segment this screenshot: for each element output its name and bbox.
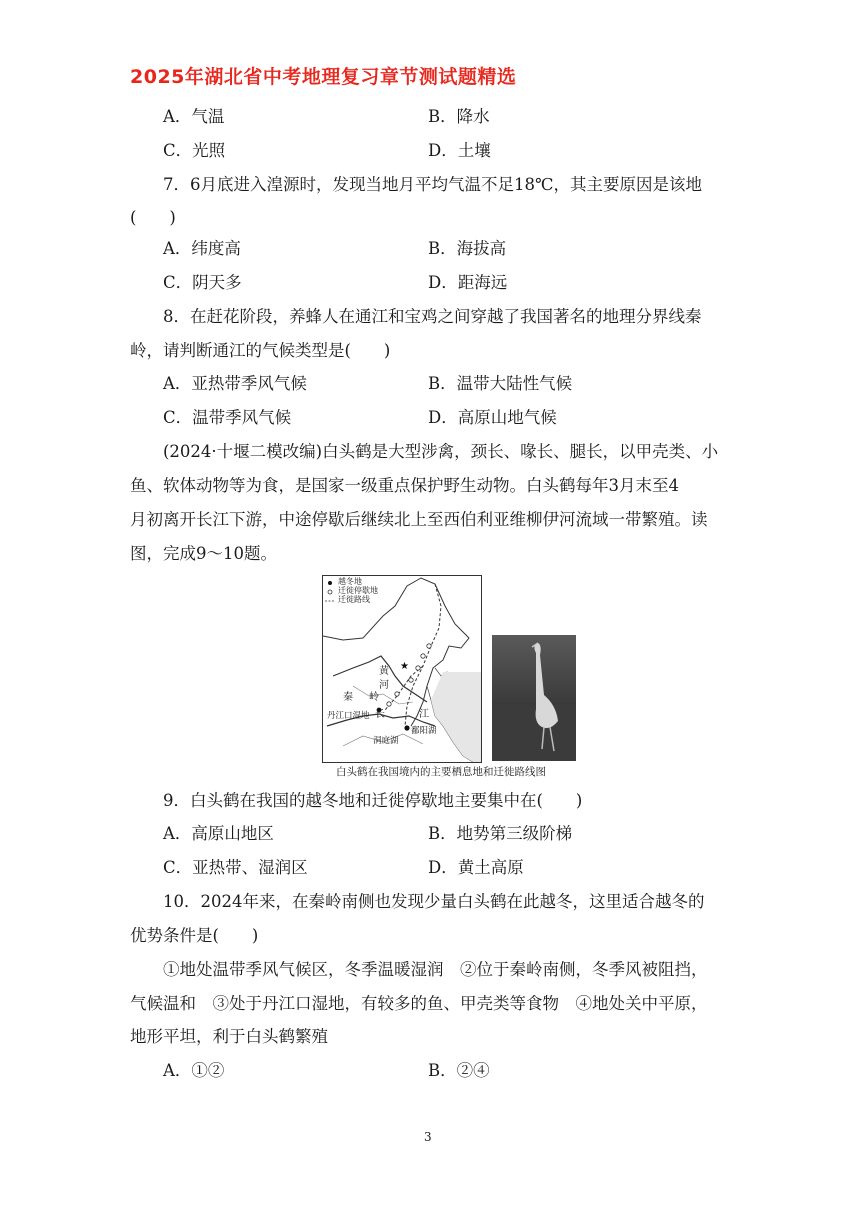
stopover-point [416, 666, 420, 670]
q6-option-d: D．土壤 [428, 141, 491, 160]
wintering-point [404, 725, 409, 730]
map-label-poyang: 鄱阳湖 [411, 726, 437, 736]
crane-drawing [492, 635, 576, 761]
north-border [323, 616, 383, 640]
passage-line1: (2024·十堰二模改编)白头鹤是大型涉禽，颈长、喙长、腿长，以甲壳类、小 [163, 442, 719, 461]
q7-option-a: A．纬度高 [163, 239, 241, 258]
q9-option-a: A．高原山地区 [163, 824, 274, 843]
passage-line2: 鱼、软体动物等为食，是国家一级重点保护野生动物。白头鹤每年3月末至4 [130, 476, 679, 495]
q8-stem-line1: 8．在赶花阶段，养蜂人在通江和宝鸡之间穿越了我国著名的地理分界线秦 [163, 307, 702, 326]
q6-option-b: B．降水 [428, 107, 490, 126]
map-label-dongting: 洞庭湖 [373, 736, 399, 746]
map-label-danjiang: 丹江口湿地 [327, 711, 370, 721]
q10-stem-line2: 优势条件是( ) [130, 926, 259, 945]
grass-ground [492, 705, 576, 761]
q10-statement-line2: 气候温和 ③处于丹江口湿地，有较多的鱼、甲壳类等食物 ④地处关中平原， [130, 994, 708, 1013]
q7-option-c: C．阴天多 [163, 273, 242, 292]
stopover-point [395, 692, 399, 696]
q8-stem-line2: 岭，请判断通江的气候类型是( ) [130, 341, 391, 360]
q8-option-d: D．高原山地气候 [428, 408, 557, 427]
habitat-figure [322, 575, 578, 781]
q10-statement-line3: 地形平坦，利于白头鹤繁殖 [130, 1027, 328, 1046]
q7-stem-line1: 7．6月底进入湟源时，发现当地月平均气温不足18℃，其主要原因是该地 [163, 175, 702, 194]
q10-option-a: A．①② [163, 1061, 225, 1080]
map-label-ling: 岭 [369, 692, 379, 703]
migration-map [322, 575, 482, 763]
passage-line3: 月初离开长江下游，中途停歇后继续北上至西伯利亚维柳伊河流域一带繁殖。读 [130, 510, 708, 529]
legend-stopover-label: 迁徙停歇地 [338, 586, 378, 595]
sea-area [431, 672, 481, 762]
map-label-qin: 秦 [343, 692, 353, 703]
crane-body [534, 643, 558, 728]
map-label-jiang: 江 [419, 709, 429, 720]
map-label-he: 河 [379, 680, 389, 691]
q6-option-a: A．气温 [163, 107, 225, 126]
stopover-point [387, 702, 391, 706]
stopover-point [421, 654, 425, 658]
q8-option-c: C．温带季风气候 [163, 408, 292, 427]
q10-option-b: B．②④ [428, 1061, 490, 1080]
q9-stem: 9．白头鹤在我国的越冬地和迁徙停歇地主要集中在( ) [163, 791, 583, 810]
legend-wintering-label: 越冬地 [338, 577, 362, 586]
q9-option-c: C．亚热带、湿润区 [163, 858, 308, 877]
page-number: 3 [424, 1130, 432, 1144]
figure-caption: 白头鹤在我国境内的主要栖息地和迁徙路线图 [336, 766, 546, 778]
stopover-point [427, 644, 431, 648]
map-label-chang: 长 [375, 709, 385, 720]
q10-statement-line1: ①地处温带季风气候区，冬季温暖湿润 ②位于秦岭南侧，冬季风被阻挡， [163, 960, 708, 979]
q8-option-a: A．亚热带季风气候 [163, 374, 307, 393]
q9-option-d: D．黄土高原 [428, 858, 524, 877]
stopover-point [409, 678, 413, 682]
passage-line4: 图，完成9～10题。 [130, 544, 277, 563]
q9-option-b: B．地势第三级阶梯 [428, 824, 573, 843]
legend-route-label: 迁徙路线 [338, 595, 370, 604]
map-label-huang: 黄 [379, 666, 389, 677]
legend-wintering-icon [328, 581, 332, 585]
crane-photo [492, 635, 576, 761]
legend-stopover-icon [328, 590, 332, 594]
q10-stem-line1: 10．2024年来，在秦岭南侧也发现少量白头鹤在此越冬，这里适合越冬的 [163, 892, 705, 911]
q6-option-c: C．光照 [163, 141, 226, 160]
q7-stem-line2: ( ) [130, 208, 176, 227]
q8-option-b: B．温带大陆性气候 [428, 374, 573, 393]
q7-option-d: D．距海远 [428, 273, 508, 292]
capital-star-icon: ★ [400, 661, 409, 672]
document-header: 2025年湖北省中考地理复习章节测试题精选 [130, 66, 517, 88]
q7-option-b: B．海拔高 [428, 239, 507, 258]
